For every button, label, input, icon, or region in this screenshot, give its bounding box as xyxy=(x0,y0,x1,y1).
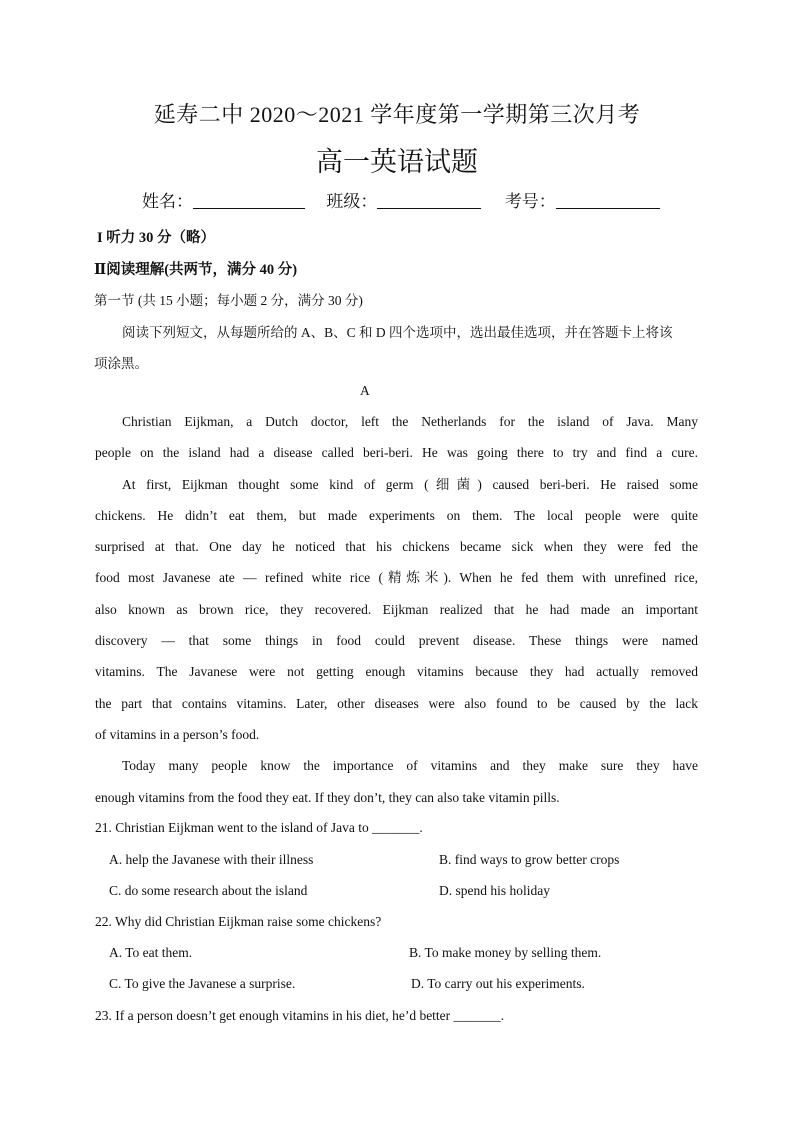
passage-body xyxy=(95,406,698,813)
passage-line: enough vitamins from the food they eat. If they don’t, they can also take vitamin pills. xyxy=(95,789,560,805)
number-label: 考号： xyxy=(504,192,556,212)
class-label: 班级： xyxy=(326,192,378,212)
q21-option-d: D. spend his holiday xyxy=(439,883,550,898)
q21-option-b: B. find ways to grow better crops xyxy=(439,852,620,867)
passage-line: discovery — that some things in food could prevent disease. These things were named xyxy=(95,633,698,649)
q22-option-c: C. To give the Javanese a surprise. xyxy=(109,976,296,991)
class-blank[interactable] xyxy=(377,195,481,209)
passage-line: also known as brown rice, they recovered. Eijkman realized that he had made an important xyxy=(95,601,698,617)
name-blank[interactable] xyxy=(193,195,305,209)
passage-line: of vitamins in a person’s food. xyxy=(95,726,260,742)
part2-heading: Ⅱ阅读理解(共两节，满分 40 分) xyxy=(94,262,298,278)
name-label: 姓名： xyxy=(142,192,193,212)
passage-line: surprised at that. One day he noticed that his chickens became sick when they were fed the xyxy=(95,539,698,555)
passage-line: the part that contains vitamins. Later, other diseases were also found to be caused by the lack xyxy=(95,695,698,711)
exam-title: 高一英语试题 xyxy=(316,147,478,178)
q22-option-a: A. To eat them. xyxy=(109,945,193,960)
q22-option-b: B. To make money by selling them. xyxy=(409,945,602,960)
passage-line: food most Javanese ate — refined white rice (精炼米). When he fed them with unrefined rice, xyxy=(95,570,698,586)
question-22: 22. Why did Christian Eijkman raise some chickens? xyxy=(95,914,382,929)
passage-label: A xyxy=(360,383,370,398)
instruction-line-2: 项涂黑。 xyxy=(94,356,148,371)
school-title: 延寿二中 2020～2021 学年度第一学期第三次月考 xyxy=(153,102,641,127)
q22-option-d: D. To carry out his experiments. xyxy=(411,976,585,991)
question-21: 21. Christian Eijkman went to the island of Java to _______. xyxy=(95,820,423,835)
q21-option-c: C. do some research about the island xyxy=(109,883,308,898)
passage-line: Today many people know the importance of vitamins and they make sure they have xyxy=(122,758,698,774)
passage-line: vitamins. The Javanese were not getting enough vitamins because they had actually removed xyxy=(95,664,698,680)
passage-line: people on the island had a disease called beri-beri. He was going there to try and find a cure. xyxy=(95,445,698,461)
number-blank[interactable] xyxy=(556,195,660,209)
part1-heading: I 听力 30 分（略） xyxy=(97,230,216,246)
q21-option-a: A. help the Javanese with their illness xyxy=(109,852,314,867)
passage-line: At first, Eijkman thought some kind of germ (细菌) caused beri-beri. He raised some xyxy=(122,476,698,492)
instruction-line-1: 阅读下列短文，从每题所给的 A、B、C 和 D 四个选项中，选出最佳选项，并在答题卡上将该 xyxy=(122,325,673,340)
passage-line: Christian Eijkman, a Dutch doctor, left the Netherlands for the island of Java. Many xyxy=(122,414,698,429)
question-23: 23. If a person doesn’t get enough vitamins in his diet, he’d better _______. xyxy=(95,1008,505,1023)
passage-line: chickens. He didn’t eat them, but made experiments on them. The local people were quite xyxy=(95,507,698,523)
section1-heading: 第一节 (共 15 小题；每小题 2 分，满分 30 分) xyxy=(94,293,363,308)
student-info-line xyxy=(142,187,660,212)
